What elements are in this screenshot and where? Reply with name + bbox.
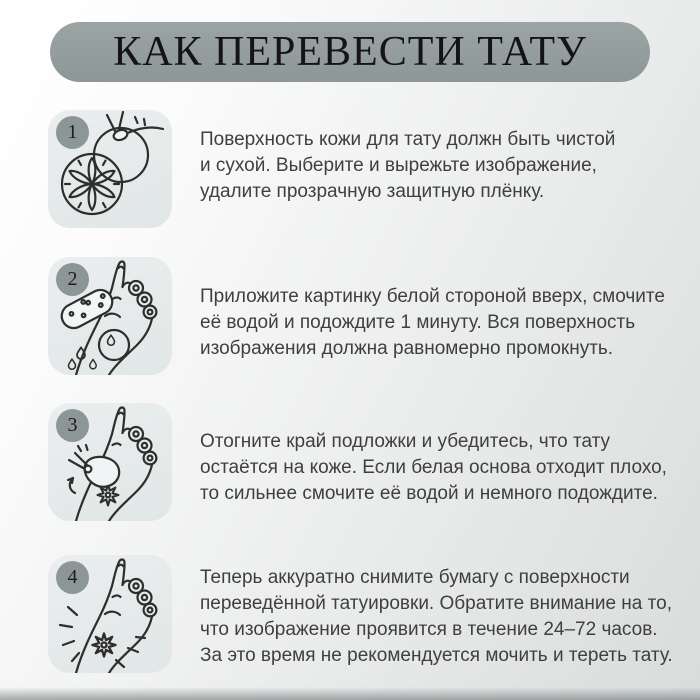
text-line: что изображение проявится в течение 24–72 часов.	[200, 619, 658, 640]
step-1-row	[48, 110, 652, 230]
step-1-text	[200, 127, 615, 205]
step-4-card	[48, 555, 172, 673]
page-title: КАК ПЕРЕВЕСТИ ТАТУ	[113, 29, 587, 75]
title-banner	[50, 22, 650, 82]
step-4-text	[200, 565, 673, 669]
step-3-number-badge: 3	[56, 409, 89, 442]
step-3-text	[200, 429, 667, 507]
step-3-row	[48, 403, 667, 523]
text-line: Поверхность кожи для тату должн быть чистой	[200, 129, 616, 150]
step-3-card	[48, 403, 172, 521]
step-1-number-badge: 1	[56, 116, 89, 149]
step-2-row	[48, 257, 665, 377]
step-4-row	[48, 555, 673, 675]
text-line: удалите прозрачную защитную плёнку.	[200, 181, 545, 202]
step-2-text	[200, 284, 665, 362]
step-1-card	[48, 110, 172, 228]
text-line: её водой и подождите 1 минуту. Вся поверхность	[200, 312, 636, 333]
text-line: Отогните край подложки и убедитесь, что тату	[200, 431, 611, 452]
text-line: то сильнее смочите её водой и немного подождите.	[200, 483, 658, 504]
text-line: переведённой татуировки. Обратите внимание на то,	[200, 593, 672, 614]
text-line: Теперь аккуратно снимите бумагу с поверхности	[200, 567, 630, 588]
text-line: и сухой. Выберите и вырежьте изображение,	[200, 155, 597, 176]
text-line: Приложите картинку белой стороной вверх, смочите	[200, 286, 665, 307]
step-2-card	[48, 257, 172, 375]
step-4-number-badge: 4	[56, 561, 89, 594]
step-2-number-badge: 2	[56, 263, 89, 296]
text-line: За это время не рекомендуется мочить и тереть тату.	[200, 645, 673, 666]
text-line: изображения должна равномерно промокнуть.	[200, 338, 614, 359]
text-line: остаётся на коже. Если белая основа отходит плохо,	[200, 457, 667, 478]
